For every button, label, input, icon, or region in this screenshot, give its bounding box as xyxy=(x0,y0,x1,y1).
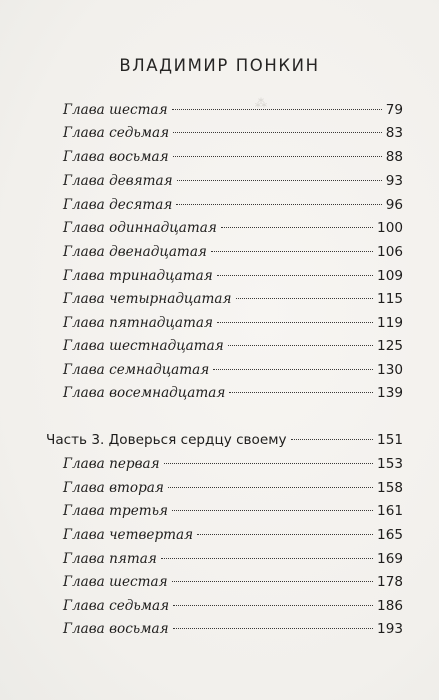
toc-entry[interactable] xyxy=(63,477,403,499)
toc-entry-page: 96 xyxy=(385,197,403,213)
toc-entry-page: 88 xyxy=(385,149,403,165)
dot-leader xyxy=(228,345,373,346)
toc-entry[interactable] xyxy=(63,571,403,593)
toc-entry-title: Глава седьмая xyxy=(63,598,170,614)
toc-entry-title: Глава восьмая xyxy=(63,149,169,165)
toc-entry[interactable] xyxy=(63,146,403,168)
toc-entry-page: 169 xyxy=(377,551,403,567)
show-through-text: ⁂ xyxy=(255,96,268,110)
toc-entry-title: Глава одиннадцатая xyxy=(63,220,217,236)
toc-entry-page: 130 xyxy=(377,362,403,378)
toc-entry-page: 93 xyxy=(385,173,403,189)
dot-leader xyxy=(164,463,373,464)
toc-entry-title: Глава шестая xyxy=(63,574,168,590)
toc-entry-title: Глава пятнадцатая xyxy=(63,315,214,331)
running-header: ВЛАДИМИР ПОНКИН xyxy=(119,56,320,75)
toc-entry-title: Глава третья xyxy=(63,503,169,519)
dot-leader xyxy=(161,558,373,559)
toc-entry[interactable] xyxy=(63,382,403,404)
toc-entry[interactable] xyxy=(63,618,403,640)
dot-leader xyxy=(176,204,381,205)
toc-entry[interactable] xyxy=(63,312,403,334)
toc-entry-title: Глава восьмая xyxy=(63,621,169,637)
dot-leader xyxy=(291,439,374,440)
toc-entry-title: Глава десятая xyxy=(63,197,173,213)
toc-entry-page: 161 xyxy=(377,503,403,519)
dot-leader xyxy=(229,392,373,393)
toc-entry[interactable] xyxy=(63,122,403,144)
dot-leader xyxy=(172,510,373,511)
toc-part-entry[interactable] xyxy=(46,429,403,451)
toc-entry-page: 186 xyxy=(377,598,403,614)
dot-leader xyxy=(173,132,382,133)
toc-entry-title: Глава седьмая xyxy=(63,125,170,141)
toc-entry-title: Глава вторая xyxy=(63,480,164,496)
toc-entry-page: 193 xyxy=(377,621,403,637)
toc-entry-title: Глава восемнадцатая xyxy=(63,385,226,401)
dot-leader xyxy=(197,534,373,535)
toc-entry[interactable] xyxy=(63,288,403,310)
toc-entry-page: 153 xyxy=(377,456,403,472)
dot-leader xyxy=(213,369,373,370)
toc-entry[interactable] xyxy=(63,453,403,475)
toc-entry[interactable] xyxy=(63,595,403,617)
dot-leader xyxy=(217,275,373,276)
dot-leader xyxy=(236,298,374,299)
toc-entry-page: 119 xyxy=(377,315,403,331)
toc-entry-page: 158 xyxy=(377,480,403,496)
dot-leader xyxy=(172,581,373,582)
dot-leader xyxy=(211,251,373,252)
toc-entry-page: 83 xyxy=(385,125,403,141)
toc-entry-title: Глава семнадцатая xyxy=(63,362,210,378)
dot-leader xyxy=(172,109,382,110)
toc-entry-page: 151 xyxy=(377,432,403,448)
toc-entry-title: Глава четвертая xyxy=(63,527,194,543)
toc-entry[interactable] xyxy=(63,524,403,546)
toc-entry[interactable] xyxy=(63,170,403,192)
toc-entry-page: 115 xyxy=(377,291,403,307)
toc-entry[interactable] xyxy=(63,217,403,239)
toc-entry-page: 125 xyxy=(377,338,403,354)
toc-entry-title: Глава шестая xyxy=(63,102,168,118)
toc-entry-title: Глава четырнадцатая xyxy=(63,291,232,307)
dot-leader xyxy=(168,487,373,488)
toc-entry-page: 106 xyxy=(377,244,403,260)
dot-leader xyxy=(173,605,373,606)
toc-entry-title: Глава шестнадцатая xyxy=(63,338,224,354)
toc-part-title: Часть 3. Доверься сердцу своему xyxy=(46,432,287,448)
dot-leader xyxy=(173,156,382,157)
toc-entry-page: 109 xyxy=(377,268,403,284)
toc-entry[interactable] xyxy=(63,500,403,522)
toc-entry-title: Глава девятая xyxy=(63,173,173,189)
toc-entry-page: 178 xyxy=(377,574,403,590)
toc-entry[interactable] xyxy=(63,548,403,570)
dot-leader xyxy=(173,628,373,629)
toc-entry[interactable] xyxy=(63,241,403,263)
dot-leader xyxy=(177,180,382,181)
dot-leader xyxy=(221,227,373,228)
toc-entry-title: Глава тринадцатая xyxy=(63,268,213,284)
toc-entry[interactable] xyxy=(63,265,403,287)
toc-entry-page: 79 xyxy=(385,102,403,118)
toc-entry-page: 100 xyxy=(377,220,403,236)
toc-entry[interactable] xyxy=(63,335,403,357)
toc-entry-title: Глава первая xyxy=(63,456,160,472)
toc-entry[interactable] xyxy=(63,194,403,216)
toc-entry[interactable] xyxy=(63,359,403,381)
toc-entry[interactable] xyxy=(63,99,403,121)
toc-entry-title: Глава пятая xyxy=(63,551,157,567)
toc-entry-page: 165 xyxy=(377,527,403,543)
dot-leader xyxy=(217,322,373,323)
toc-entry-page: 139 xyxy=(377,385,403,401)
toc-entry-title: Глава двенадцатая xyxy=(63,244,207,260)
